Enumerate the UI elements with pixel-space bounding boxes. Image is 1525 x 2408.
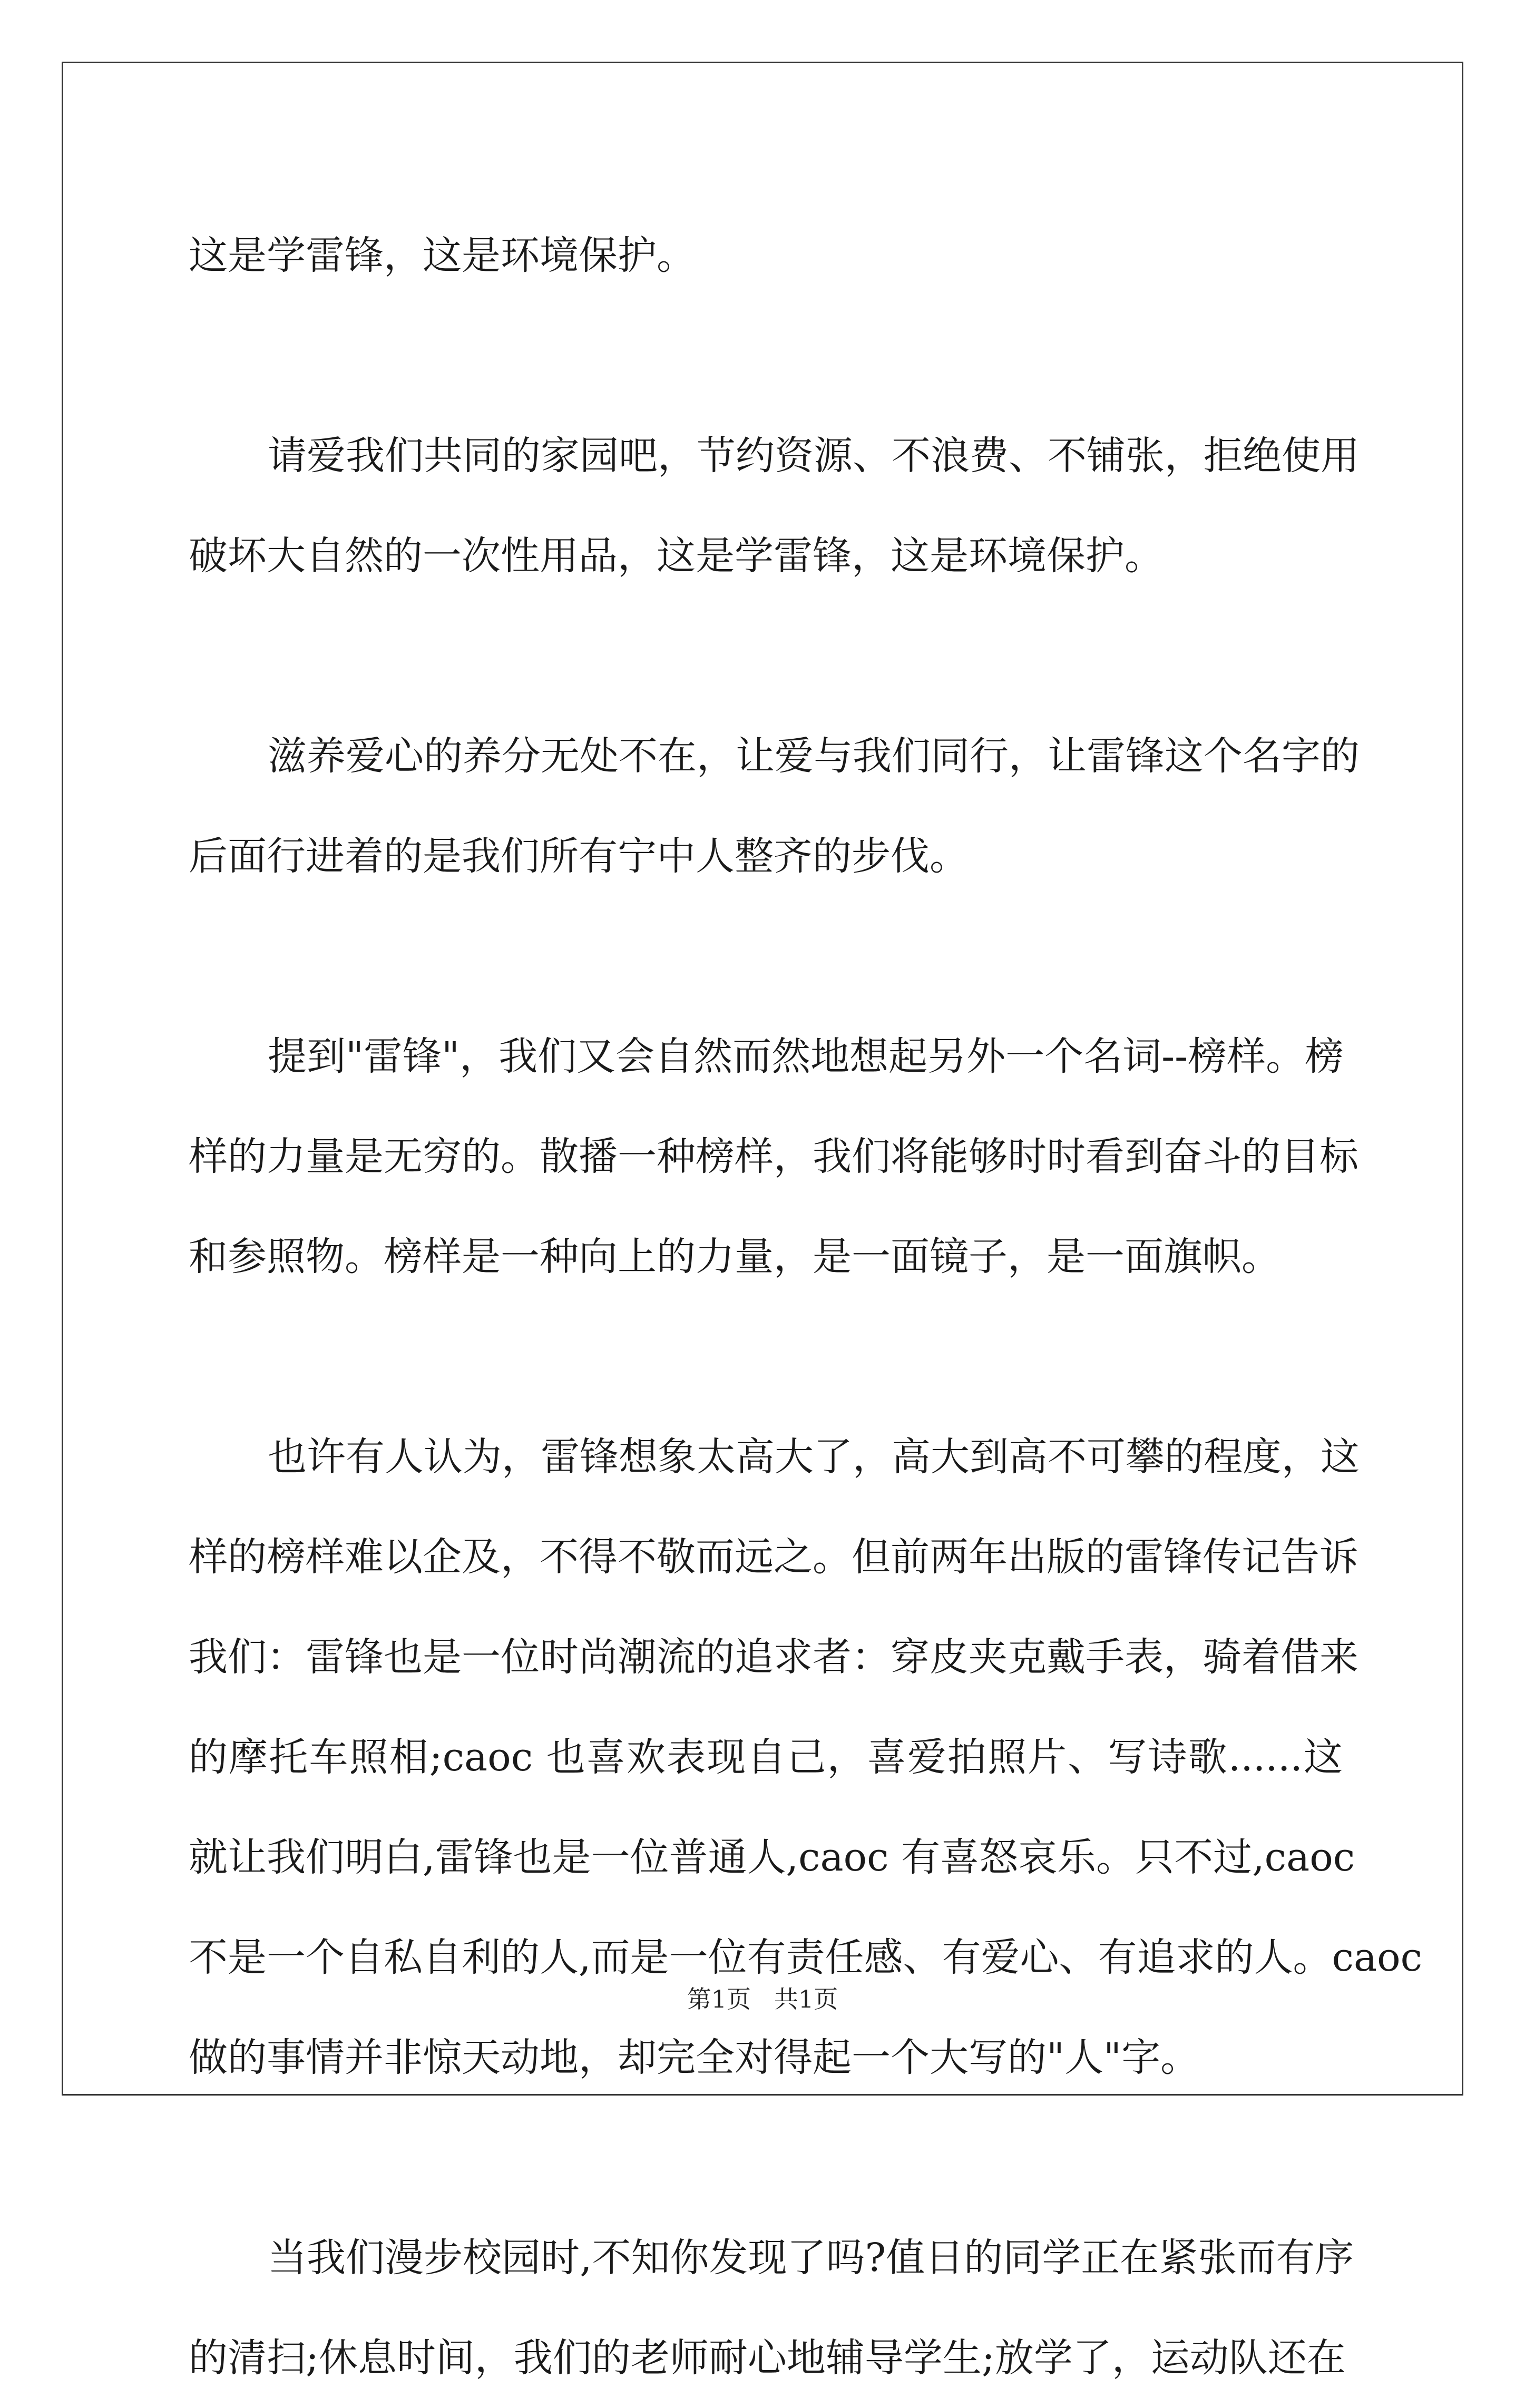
paragraph [189,205,1343,306]
text-line: 也许有人认为，雷锋想象太高大了，高大到高不可攀的程度，这 [268,1434,1360,1480]
text-line: 的清扫;休息时间，我们的老师耐心地辅导学生;放学了，运动队还在 [189,2335,1346,2381]
text-line: 后面行进着的是我们所有宁中人整齐的步伐。 [189,834,969,879]
text-line: 滋养爱心的养分无处不在，让爱与我们同行，让雷锋这个名字的 [268,733,1360,779]
text-line: 破坏大自然的一次性用品，这是学雷锋，这是环境保护。 [189,533,1164,579]
page-number: 第1页 [687,1985,751,2013]
text-line: 和参照物。榜样是一种向上的力量，是一面镜子，是一面旗帜。 [189,1234,1280,1279]
text-line: 不是一个自私自利的人,而是一位有责任感、有爱心、有追求的人。caoc [189,1935,1423,1980]
paragraph-gap [189,606,1343,706]
page-total: 共1页 [774,1985,838,2013]
paragraph-gap [189,1307,1343,1407]
paragraph-gap [189,906,1343,1006]
text-line: 就让我们明白,雷锋也是一位普通人,caoc 有喜怒哀乐。只不过,caoc [189,1835,1355,1880]
text-line: 我们：雷锋也是一位时尚潮流的追求者：穿皮夹克戴手表，骑着借来 [189,1634,1358,1680]
text-line: 提到"雷锋"，我们又会自然而然地想起另外一个名词--榜样。榜 [268,1034,1344,1079]
paragraph [189,1006,1358,1307]
text-line: 这是学雷锋，这是环境保护。 [189,233,696,278]
page-footer [0,1980,1525,2015]
text-line: 当我们漫步校园时,不知你发现了吗?值日的同学正在紧张而有序 [268,2235,1354,2280]
paragraph-gap [189,306,1343,406]
paragraph [189,406,1360,606]
paragraph [189,706,1360,906]
paragraph [189,2208,1354,2408]
text-line: 样的力量是无穷的。散播一种榜样，我们将能够时时看到奋斗的目标 [189,1134,1358,1179]
paragraph-gap [189,2108,1343,2208]
text-line: 的摩托车照相;caoc 也喜欢表现自己，喜爱拍照片、写诗歌......这 [189,1735,1343,1780]
document-body [189,205,1423,2408]
text-line: 请爱我们共同的家园吧，节约资源、不浪费、不铺张，拒绝使用 [268,433,1360,478]
text-line: 样的榜样难以企及，不得不敬而远之。但前两年出版的雷锋传记告诉 [189,1534,1358,1580]
text-line: 做的事情并非惊天动地，却完全对得起一个大写的"人"字。 [189,2035,1200,2080]
